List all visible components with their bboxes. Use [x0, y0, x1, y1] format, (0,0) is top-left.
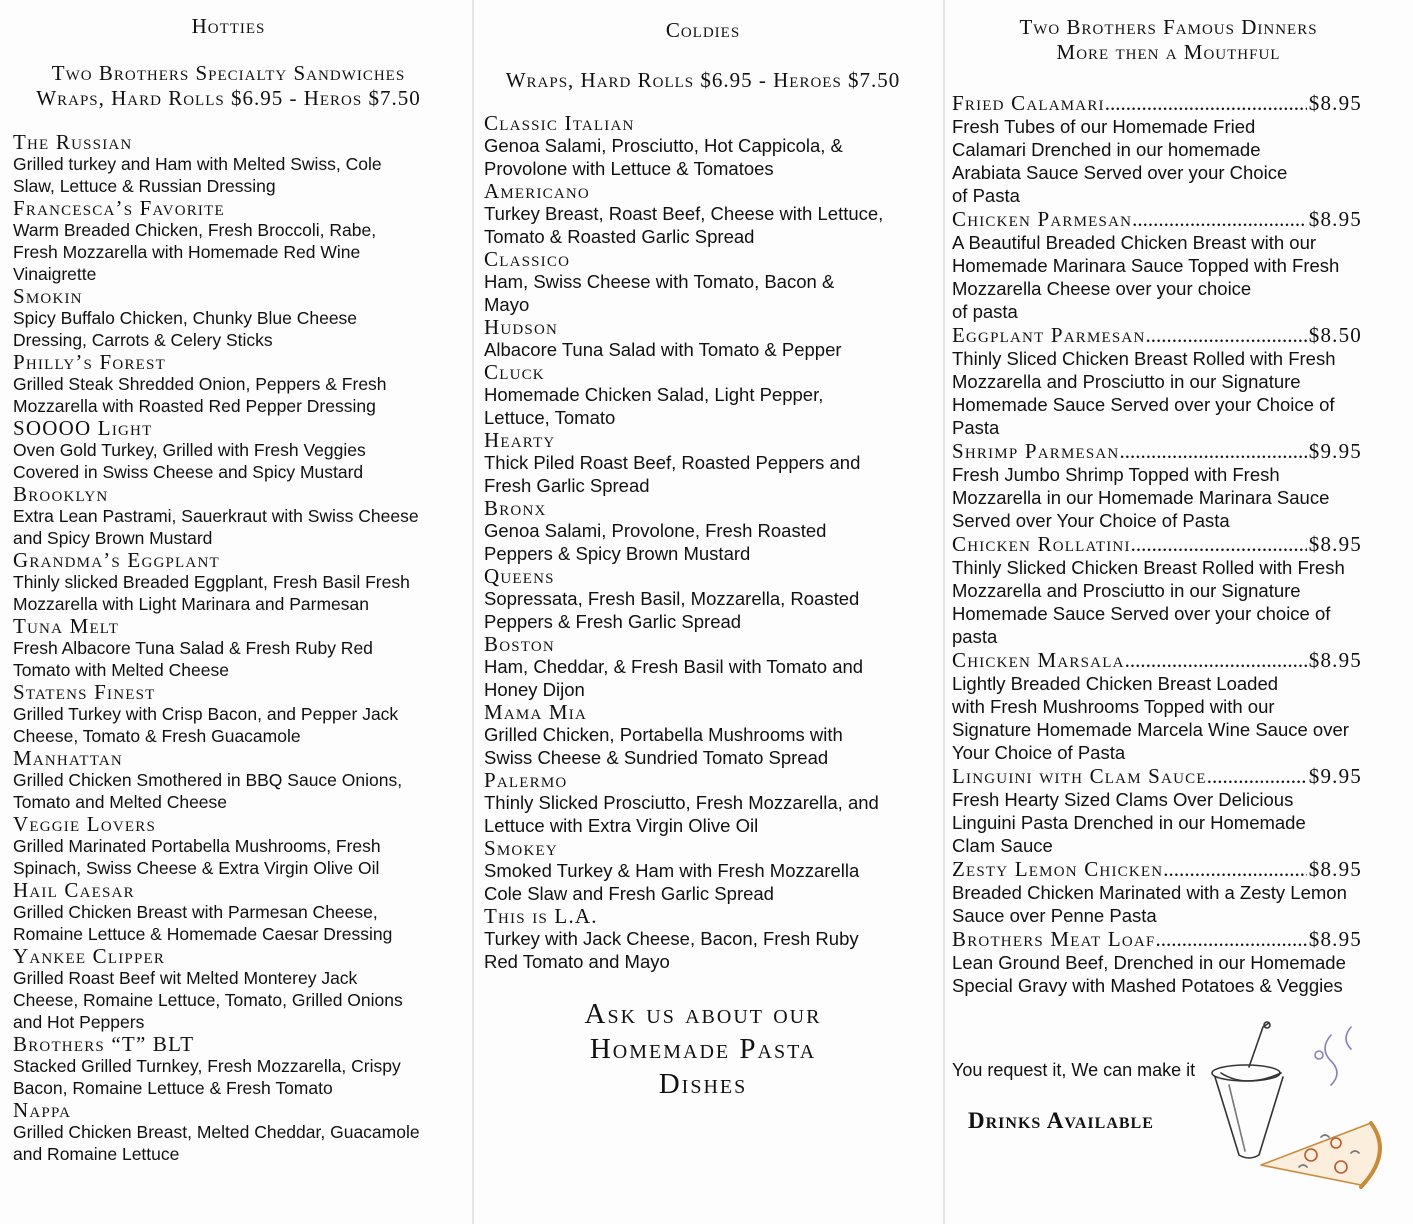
leader-dots — [1119, 439, 1306, 463]
item-desc: Albacore Tuna Salad with Tomato & Pepper — [484, 339, 842, 360]
dish-price: $8.95 — [1308, 857, 1362, 881]
dinners-item — [952, 648, 1362, 764]
coldies-item — [484, 769, 946, 837]
item-desc: Thinly Sliced Chicken Breast Rolled with Fresh Mozzarella and Prosciutto in our Signature Homemade Sauce Served over your Choice of Pasta — [952, 348, 1336, 438]
leader-dots — [1146, 323, 1307, 347]
coldies-item — [484, 633, 946, 701]
item-name: The Russian — [13, 130, 133, 154]
item-desc: Thinly slicked Breaded Eggplant, Fresh Basil Fresh Mozzarella with Light Marinara and Parmesan — [13, 572, 410, 614]
item-desc: Grilled Chicken, Portabella Mushrooms with Swiss Cheese & Sundried Tomato Spread — [484, 724, 843, 768]
promo-line-1: Ask us about our — [584, 998, 822, 1030]
coldies-item — [484, 361, 946, 429]
hotties-list — [13, 131, 472, 1165]
coldies-item — [484, 565, 946, 633]
item-name: Brooklyn — [13, 482, 109, 506]
dinners-item — [952, 764, 1362, 857]
item-name: Mama Mia — [484, 700, 588, 724]
item-desc: Turkey Breast, Roast Beef, Cheese with Lettuce, Tomato & Roasted Garlic Spread — [484, 203, 884, 247]
hotties-item — [13, 417, 472, 483]
coldies-item — [484, 112, 946, 180]
item-name — [952, 648, 1362, 672]
hotties-item — [13, 681, 472, 747]
item-desc: Fresh Tubes of our Homemade Fried Calamari Drenched in our homemade Arabiata Sauce Served over your Choice of Pasta — [952, 116, 1288, 206]
dinners-item — [952, 857, 1362, 927]
item-name: Queens — [484, 564, 555, 588]
item-name: Smokey — [484, 836, 558, 860]
hotties-item — [13, 945, 472, 1033]
item-name: Nappa — [13, 1098, 72, 1122]
hotties-item — [13, 549, 472, 615]
item-name: Americano — [484, 179, 590, 203]
dinners-list — [952, 91, 1362, 997]
dinners-item — [952, 927, 1362, 997]
item-name: Classic Italian — [484, 111, 635, 135]
item-name: Statens Finest — [13, 680, 156, 704]
leader-dots — [1163, 857, 1306, 881]
item-desc: Warm Breaded Chicken, Fresh Broccoli, Rabe, Fresh Mozzarella with Homemade Red Wine Vinaigrette — [13, 220, 377, 284]
item-desc: Homemade Chicken Salad, Light Pepper, Lettuce, Tomato — [484, 384, 824, 428]
item-name — [952, 207, 1362, 231]
dish-name: Chicken Marsala — [952, 648, 1125, 672]
item-desc: Grilled Turkey with Crisp Bacon, and Pepper Jack Cheese, Tomato & Fresh Guacamole — [13, 704, 399, 746]
hotties-item — [13, 131, 472, 197]
leader-dots — [1125, 648, 1307, 672]
item-desc: Oven Gold Turkey, Grilled with Fresh Veggies Covered in Swiss Cheese and Spicy Mustard — [13, 440, 366, 482]
item-name: Palermo — [484, 768, 568, 792]
item-name: Hudson — [484, 315, 559, 339]
dinners-item — [952, 532, 1362, 648]
item-desc: Grilled Chicken Smothered in BBQ Sauce Onions, Tomato and Melted Cheese — [13, 770, 403, 812]
item-name: Hail Caesar — [13, 878, 135, 902]
hotties-item — [13, 813, 472, 879]
hotties-item — [13, 615, 472, 681]
dish-price: $8.50 — [1308, 323, 1362, 347]
hotties-item — [13, 747, 472, 813]
hotties-item — [13, 197, 472, 285]
hotties-item — [13, 285, 472, 351]
coldies-item — [484, 316, 946, 361]
item-desc: Lightly Breaded Chicken Breast Loaded with Fresh Mushrooms Topped with our Signature Homemade Marcela Wine Sauce over Your Choice of Pasta — [952, 673, 1349, 763]
dish-name: Linguini with Clam Sauce — [952, 764, 1207, 788]
item-name — [952, 91, 1362, 115]
dish-price: $8.95 — [1308, 532, 1362, 556]
item-name — [952, 532, 1362, 556]
dinners-title-1: Two Brothers Famous Dinners — [1019, 15, 1318, 39]
coldies-item — [484, 429, 946, 497]
item-name: Grandma’s Eggplant — [13, 548, 220, 572]
item-desc: Ham, Cheddar, & Fresh Basil with Tomato and Honey Dijon — [484, 656, 864, 700]
leader-dots — [1132, 207, 1307, 231]
item-name: Brothers “T” BLT — [13, 1032, 195, 1056]
leader-dots — [1207, 764, 1307, 788]
leader-dots — [1105, 91, 1307, 115]
hotties-item — [13, 1099, 472, 1165]
hotties-subtitle-2: Wraps, Hard Rolls $6.95 - Heros $7.50 — [36, 86, 421, 110]
item-desc: Grilled Steak Shredded Onion, Peppers & Fresh Mozzarella with Roasted Red Pepper Dressing — [13, 374, 387, 416]
hotties-item — [13, 483, 472, 549]
coldies-item — [484, 905, 946, 973]
dinners-item — [952, 207, 1362, 323]
request-text: You request it, We can make it — [952, 1060, 1196, 1080]
coldies-title: Coldies — [665, 18, 741, 42]
item-desc: A Beautiful Breaded Chicken Breast with our Homemade Marinara Sauce Topped with Fresh Mozzarella Cheese over your choice of pasta — [952, 232, 1340, 322]
item-desc: Sopressata, Fresh Basil, Mozzarella, Roasted Peppers & Fresh Garlic Spread — [484, 588, 860, 632]
item-desc: Grilled Marinated Portabella Mushrooms, Fresh Spinach, Swiss Cheese & Extra Virgin Olive Oil — [13, 836, 381, 878]
item-desc: Lean Ground Beef, Drenched in our Homemade Special Gravy with Mashed Potatoes & Veggies — [952, 952, 1346, 996]
item-desc: Spicy Buffalo Chicken, Chunky Blue Cheese Dressing, Carrots & Celery Sticks — [13, 308, 358, 350]
dish-price: $9.95 — [1308, 764, 1362, 788]
pasta-promo — [484, 997, 946, 1102]
dinners-item — [952, 439, 1362, 532]
coldies-item — [484, 180, 946, 248]
item-name: SOOOO Light — [13, 416, 153, 440]
item-desc: Fresh Jumbo Shrimp Topped with Fresh Mozzarella in our Homemade Marinara Sauce Served over Your Choice of Pasta — [952, 464, 1330, 531]
hotties-subtitle-1: Two Brothers Specialty Sandwiches — [51, 61, 406, 85]
dish-name: Chicken Rollatini — [952, 532, 1131, 556]
coldies-item — [484, 497, 946, 565]
item-desc: Thick Piled Roast Beef, Roasted Peppers and Fresh Garlic Spread — [484, 452, 861, 496]
item-name — [952, 439, 1362, 463]
item-name: Yankee Clipper — [13, 944, 166, 968]
item-desc: Thinly Slicked Prosciutto, Fresh Mozzarella, and Lettuce with Extra Virgin Olive Oil — [484, 792, 879, 836]
dish-price: $8.95 — [1308, 648, 1362, 672]
promo-line-2: Homemade Pasta — [589, 1033, 817, 1065]
item-name — [952, 927, 1362, 951]
item-desc: Turkey with Jack Cheese, Bacon, Fresh Ruby Red Tomato and Mayo — [484, 928, 859, 972]
coldies-panel — [472, 0, 946, 1224]
coldies-item — [484, 701, 946, 769]
item-desc: Breaded Chicken Marinated with a Zesty Lemon Sauce over Penne Pasta — [952, 882, 1347, 926]
hotties-item — [13, 879, 472, 945]
hotties-item — [13, 1033, 472, 1099]
item-desc: Extra Lean Pastrami, Sauerkraut with Swiss Cheese and Spicy Brown Mustard — [13, 506, 419, 548]
item-desc: Ham, Swiss Cheese with Tomato, Bacon & Mayo — [484, 271, 835, 315]
item-desc: Grilled Chicken Breast, Melted Cheddar, Guacamole and Romaine Lettuce — [13, 1122, 420, 1164]
item-name: Francesca’s Favorite — [13, 196, 225, 220]
dinners-item — [952, 91, 1362, 207]
dish-name: Zesty Lemon Chicken — [952, 857, 1164, 881]
item-name: Tuna Melt — [13, 614, 120, 638]
item-name — [952, 323, 1362, 347]
dish-price: $8.95 — [1308, 207, 1362, 231]
dinners-title-2: More then a Mouthful — [1056, 40, 1281, 64]
item-name: Smokin — [13, 284, 83, 308]
item-name: Manhattan — [13, 746, 123, 770]
coldies-subtitle: Wraps, Hard Rolls $6.95 - Heroes $7.50 — [505, 68, 901, 92]
hotties-title: Hotties — [191, 14, 266, 38]
item-name: Cluck — [484, 360, 545, 384]
item-desc: Grilled Roast Beef wit Melted Monterey Jack Cheese, Romaine Lettuce, Tomato, Grilled Onions and Hot Peppers — [13, 968, 403, 1032]
dish-name: Fried Calamari — [952, 91, 1105, 115]
item-name: Veggie Lovers — [13, 812, 157, 836]
item-desc: Fresh Hearty Sized Clams Over Delicious Linguini Pasta Drenched in our Homemade Clam Sauce — [952, 789, 1306, 856]
item-name: Classico — [484, 247, 571, 271]
item-desc: Genoa Salami, Provolone, Fresh Roasted Peppers & Spicy Brown Mustard — [484, 520, 827, 564]
item-name — [952, 764, 1362, 788]
coldies-item — [484, 837, 946, 905]
dish-name: Chicken Parmesan — [952, 207, 1133, 231]
item-name: Boston — [484, 632, 555, 656]
item-desc: Thinly Slicked Chicken Breast Rolled with Fresh Mozzarella and Prosciutto in our Signature Homemade Sauce Served over your choice of pasta — [952, 557, 1345, 647]
hotties-panel — [0, 0, 472, 1224]
hotties-item — [13, 351, 472, 417]
dish-price: $8.95 — [1308, 91, 1362, 115]
leader-dots — [1155, 927, 1306, 951]
drink-and-pizza-illustration-icon — [1201, 1015, 1401, 1215]
dish-name: Shrimp Parmesan — [952, 439, 1120, 463]
item-desc: Grilled turkey and Ham with Melted Swiss, Cole Slaw, Lettuce & Russian Dressing — [13, 154, 382, 196]
dinners-item — [952, 323, 1362, 439]
item-desc: Fresh Albacore Tuna Salad & Fresh Ruby Red Tomato with Melted Cheese — [13, 638, 373, 680]
dish-name: Eggplant Parmesan — [952, 323, 1146, 347]
item-desc: Genoa Salami, Prosciutto, Hot Cappicola, & Provolone with Lettuce & Tomatoes — [484, 135, 843, 179]
drinks-available: Drinks Available — [968, 1108, 1154, 1133]
item-desc: Smoked Turkey & Ham with Fresh Mozzarella Cole Slaw and Fresh Garlic Spread — [484, 860, 860, 904]
item-name: This is L.A. — [484, 904, 598, 928]
item-name: Bronx — [484, 496, 547, 520]
dish-price: $8.95 — [1308, 927, 1362, 951]
dinners-panel — [946, 0, 1413, 1224]
item-name — [952, 857, 1362, 881]
item-name: Hearty — [484, 428, 556, 452]
coldies-list — [484, 112, 946, 973]
leader-dots — [1131, 532, 1307, 556]
dish-name: Brothers Meat Loaf — [952, 927, 1156, 951]
item-desc: Grilled Chicken Breast with Parmesan Cheese, Romaine Lettuce & Homemade Caesar Dressing — [13, 902, 393, 944]
promo-line-3: Dishes — [658, 1068, 748, 1100]
item-desc: Stacked Grilled Turnkey, Fresh Mozzarella, Crispy Bacon, Romaine Lettuce & Fresh Tomato — [13, 1056, 401, 1098]
item-name: Philly’s Forest — [13, 350, 166, 374]
coldies-item — [484, 248, 946, 316]
dish-price: $9.95 — [1308, 439, 1362, 463]
